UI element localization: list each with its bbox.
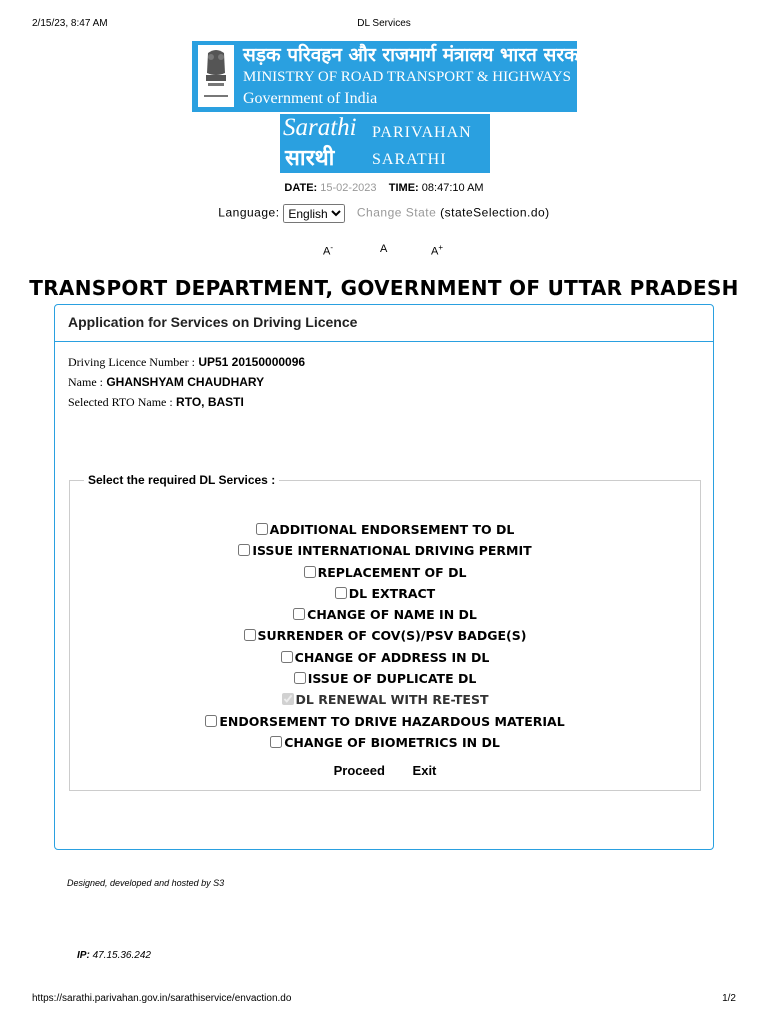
print-url: https://sarathi.parivahan.gov.in/sarathiservice/envaction.do: [32, 993, 292, 1004]
service-option[interactable]: [70, 522, 700, 543]
service-label: ISSUE OF DUPLICATE DL: [307, 671, 477, 687]
print-title: DL Services: [357, 18, 411, 29]
date-label: DATE:: [284, 182, 318, 194]
service-option[interactable]: [70, 671, 700, 692]
ministry-hindi-title: सड़क परिवहन और राजमार्ग मंत्रालय भारत सरकार: [243, 44, 592, 66]
exit-button[interactable]: Exit: [412, 763, 437, 778]
date-value: 15-02-2023: [320, 182, 377, 194]
service-option[interactable]: [70, 714, 700, 735]
service-option[interactable]: [70, 565, 700, 586]
service-checkbox[interactable]: [205, 715, 217, 727]
dl-number-row: [68, 355, 305, 370]
service-label: ISSUE INTERNATIONAL DRIVING PERMIT: [252, 543, 532, 559]
dl-number-value: UP51 20150000096: [198, 355, 306, 369]
service-checkbox[interactable]: [294, 672, 306, 684]
name-row: [68, 375, 264, 390]
font-decrease-button[interactable]: A-: [323, 243, 334, 258]
panel-header: [55, 305, 713, 342]
time-label: TIME:: [388, 182, 419, 194]
font-increase-button[interactable]: A+: [431, 243, 444, 258]
services-fieldset: [69, 473, 701, 791]
state-selection-link[interactable]: (stateSelection.do): [440, 205, 550, 220]
services-legend: Select the required DL Services :: [88, 473, 276, 487]
service-option[interactable]: [70, 586, 700, 607]
service-checkbox[interactable]: [304, 566, 316, 578]
service-label: DL RENEWAL WITH RE-TEST: [295, 692, 489, 708]
actions-row: [70, 763, 700, 778]
service-label: CHANGE OF BIOMETRICS IN DL: [284, 734, 500, 750]
service-checkbox[interactable]: [244, 629, 256, 641]
govt-title: Government of India: [243, 90, 378, 107]
services-list: [70, 522, 700, 756]
service-checkbox: [282, 693, 294, 705]
ip-value: 47.15.36.242: [92, 950, 151, 961]
rto-value: RTO, BASTI: [176, 395, 244, 409]
language-label: Language:: [218, 205, 280, 220]
sarathi-hindi-logo: सारथी: [285, 146, 335, 171]
panel-title: Application for Services on Driving Licence: [68, 314, 358, 330]
service-label: ENDORSEMENT TO DRIVE HAZARDOUS MATERIAL: [219, 713, 565, 729]
dl-number-label: Driving Licence Number :: [68, 355, 195, 369]
designed-by-text: Designed, developed and hosted by S3: [67, 878, 225, 888]
service-label: CHANGE OF ADDRESS IN DL: [294, 649, 490, 665]
ip-label: IP:: [77, 950, 90, 961]
department-title: TRANSPORT DEPARTMENT, GOVERNMENT OF UTTAR PRADESH: [29, 276, 739, 300]
service-checkbox[interactable]: [335, 587, 347, 599]
sarathi-logo: Sarathi: [283, 114, 357, 141]
service-checkbox[interactable]: [270, 736, 282, 748]
service-checkbox[interactable]: [256, 523, 268, 535]
application-panel: [54, 304, 714, 850]
service-label: ADDITIONAL ENDORSEMENT TO DL: [269, 522, 515, 537]
service-option[interactable]: [70, 650, 700, 671]
service-checkbox[interactable]: [238, 544, 250, 556]
service-option[interactable]: [70, 628, 700, 649]
service-option[interactable]: [70, 607, 700, 628]
ministry-title: MINISTRY OF ROAD TRANSPORT & HIGHWAYS: [243, 69, 571, 85]
sarathi-banner: [280, 114, 490, 173]
print-page-number: 1/2: [722, 993, 736, 1004]
rto-row: [68, 395, 244, 410]
date-time-bar: [0, 182, 768, 194]
service-checkbox[interactable]: [281, 651, 293, 663]
sarathi-text: SARATHI: [372, 151, 447, 168]
service-label: CHANGE OF NAME IN DL: [307, 607, 477, 623]
font-normal-button[interactable]: A: [380, 243, 388, 255]
service-option[interactable]: [70, 543, 700, 564]
name-value: GHANSHYAM CHAUDHARY: [106, 375, 265, 389]
ip-row: [77, 950, 151, 961]
ministry-banner: [192, 41, 592, 112]
service-option[interactable]: [70, 735, 700, 756]
time-value: 08:47:10 AM: [421, 182, 484, 194]
change-state-link[interactable]: Change State: [356, 205, 437, 220]
national-emblem-icon: [198, 45, 234, 107]
language-row: [0, 204, 768, 223]
name-label: Name :: [68, 375, 103, 389]
proceed-button[interactable]: Proceed: [333, 763, 385, 778]
rto-label: Selected RTO Name :: [68, 395, 173, 409]
service-label: REPLACEMENT OF DL: [317, 564, 467, 580]
service-checkbox[interactable]: [293, 608, 305, 620]
language-select[interactable]: [283, 204, 345, 223]
service-option: [70, 692, 700, 713]
print-date: 2/15/23, 8:47 AM: [32, 18, 108, 29]
service-label: SURRENDER OF COV(S)/PSV BADGE(S): [257, 628, 527, 644]
service-label: DL EXTRACT: [348, 585, 436, 601]
parivahan-text: PARIVAHAN: [372, 124, 472, 141]
